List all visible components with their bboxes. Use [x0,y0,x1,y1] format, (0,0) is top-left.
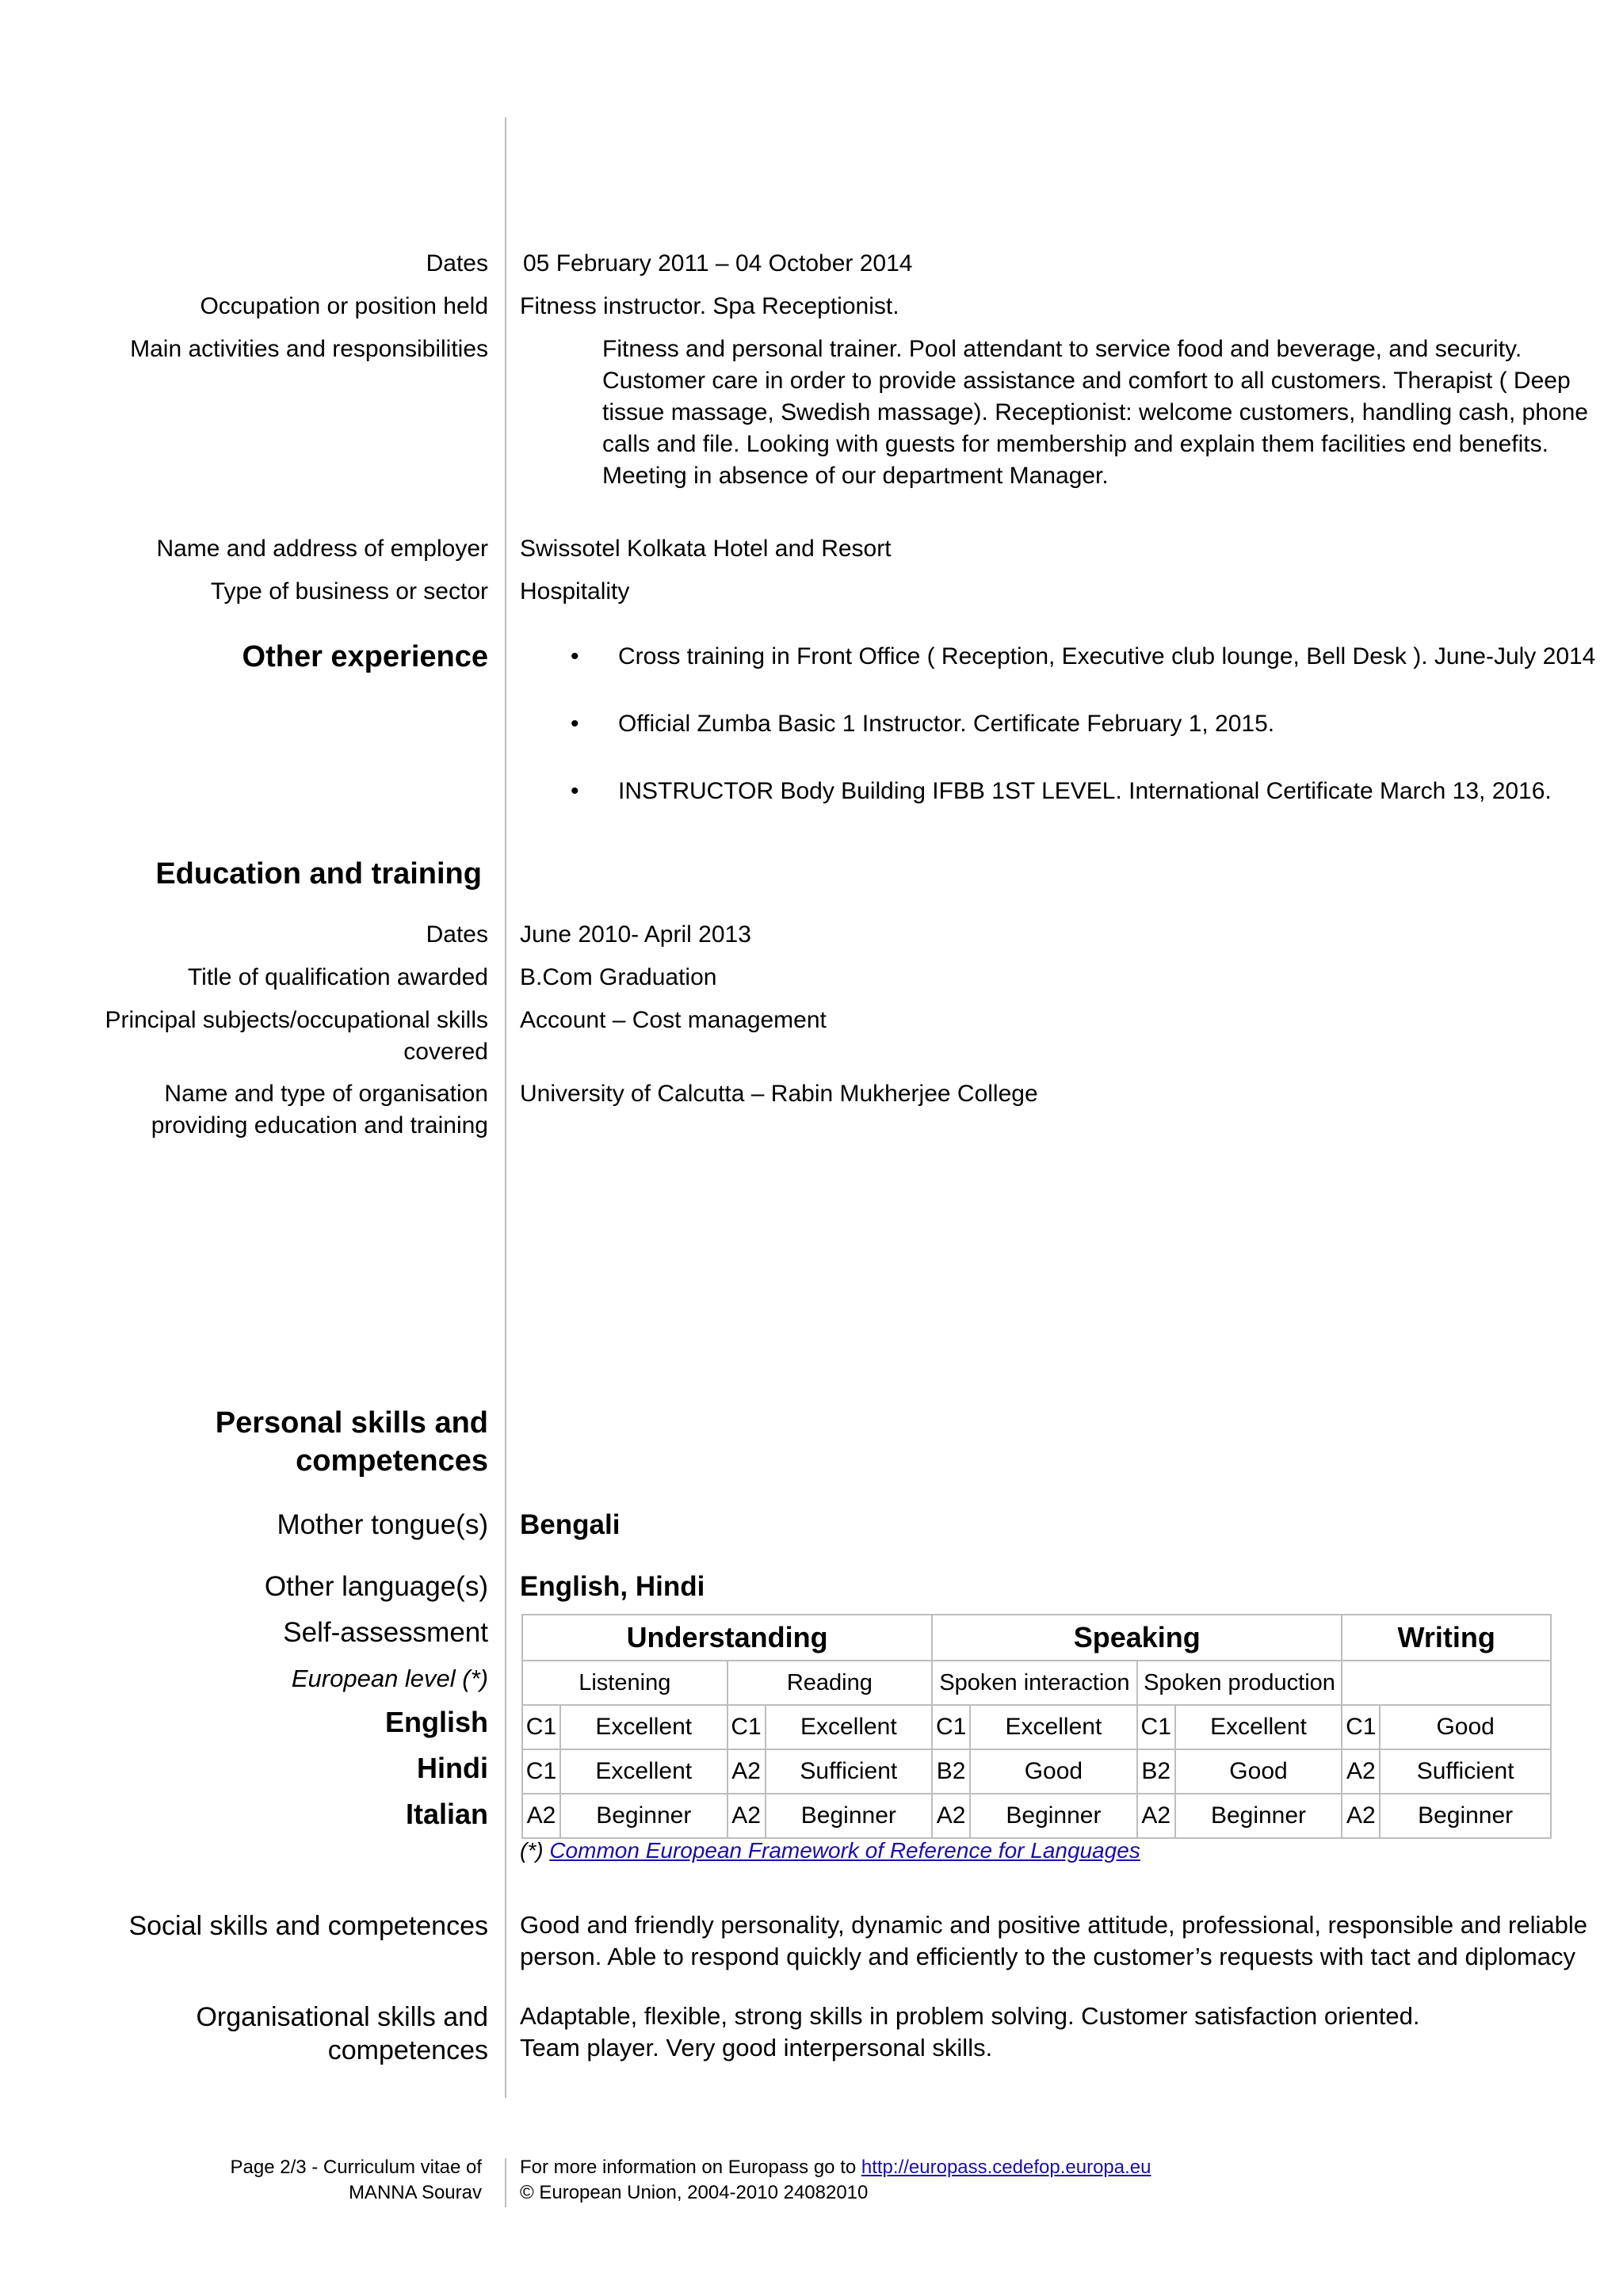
level-code: A2 [1342,1749,1380,1794]
group-header-writing: Writing [1342,1615,1551,1661]
personal-skills-heading-line: competences [296,1444,488,1478]
social-skills-line: Good and friendly personality, dynamic and positive attitude, professional, responsible and reliable [520,1911,1588,1939]
activities-label: Main activities and responsibilities [130,336,488,362]
subjects-value: Account – Cost management [520,1007,827,1033]
level-code: A2 [1342,1794,1380,1838]
level-code: A2 [522,1794,560,1838]
mother-tongue-value: Bengali [520,1509,621,1540]
group-header-understanding: Understanding [522,1615,932,1661]
level-code: A2 [932,1794,970,1838]
footer-page-info: Page 2/3 - Curriculum vitae of [230,2157,482,2178]
level-code: A2 [1137,1794,1175,1838]
organisational-skills-label-line: Organisational skills and [196,2002,488,2032]
cefr-note [520,1838,1140,1863]
qualification-value: B.Com Graduation [520,964,717,990]
footer-name: MANNA Sourav [348,2182,482,2203]
level-desc: Beginner [1380,1794,1551,1838]
organisation-label [151,1078,488,1142]
activities-text [602,334,1588,492]
other-experience-heading: Other experience [242,640,488,673]
level-desc: Good [1380,1705,1551,1749]
table-row [522,1749,1551,1794]
bullet-icon: • [571,643,579,669]
activities-line: Customer care in order to provide assistance and comfort to all customers. Therapist ( Deep [602,368,1571,394]
level-desc: Beginner [1175,1794,1342,1838]
footer-divider [505,2158,506,2207]
activities-line: Fitness and personal trainer. Pool attendant to service food and beverage, and security. [602,336,1522,362]
subheader-spoken-interaction: Spoken interaction [932,1661,1137,1705]
footer-left [231,2155,482,2206]
subjects-label-line: Principal subjects/occupational skills [105,1007,488,1033]
subheader-spoken-production: Spoken production [1137,1661,1342,1705]
organisational-skills-line: Team player. Very good interpersonal skills. [520,2034,993,2061]
activities-line: Meeting in absence of our department Manager. [602,463,1109,489]
bullet-icon: • [571,778,579,804]
footer-right [520,2155,1151,2206]
level-code: A2 [727,1749,766,1794]
language-name-english: English [384,1706,488,1738]
subheader-listening: Listening [522,1661,727,1705]
social-skills-text [520,1909,1587,1973]
occupation-label: Occupation or position held [200,293,488,319]
subjects-label-line: covered [403,1039,488,1065]
organisational-skills-text [520,2000,1420,2064]
language-name-hindi: Hindi [417,1752,488,1784]
education-dates-label: Dates [426,921,488,948]
table-row [522,1705,1551,1749]
column-divider [505,117,506,2098]
organisational-skills-line: Adaptable, flexible, strong skills in problem solving. Customer satisfaction oriented. [520,2002,1420,2030]
work-dates-label: Dates [426,250,488,277]
level-code: B2 [1137,1749,1175,1794]
group-header-speaking: Speaking [932,1615,1342,1661]
cefr-note-prefix: (*) [520,1838,550,1863]
subjects-label [105,1005,488,1068]
language-name-italian: Italian [405,1798,488,1830]
level-desc: Sufficient [1380,1749,1551,1794]
level-desc: Good [970,1749,1137,1794]
activities-line: tissue massage, Swedish massage). Receptionist: welcome customers, handling cash, phone [602,399,1588,425]
employer-label: Name and address of employer [156,536,488,562]
language-self-assessment-table [521,1614,1552,1839]
other-experience-text: Cross training in Front Office ( Reception, Executive club lounge, Bell Desk ). June-July 2014 [618,643,1596,669]
level-code: C1 [522,1749,560,1794]
activities-line: calls and file. Looking with guests for membership and explain them facilities end benefits. [602,431,1549,457]
occupation-value: Fitness instructor. Spa Receptionist. [520,293,899,319]
social-skills-line: person. Able to respond quickly and efficiently to the customer’s requests with tact and diplomacy [520,1943,1576,1970]
education-dates: June 2010- April 2013 [520,921,751,948]
level-desc: Excellent [560,1705,727,1749]
europass-link[interactable]: http://europass.cedefop.europa.eu [861,2157,1151,2178]
sector-value: Hospitality [520,578,630,605]
level-code: C1 [932,1705,970,1749]
level-desc: Good [1175,1749,1342,1794]
other-experience-text: Official Zumba Basic 1 Instructor. Certificate February 1, 2015. [618,711,1275,737]
level-desc: Beginner [560,1794,727,1838]
sector-label: Type of business or sector [210,578,488,605]
cefr-link[interactable]: Common European Framework of Reference for Languages [549,1838,1140,1863]
organisational-skills-label [196,2000,488,2067]
organisation-label-line: Name and type of organisation [164,1081,488,1107]
level-desc: Beginner [970,1794,1137,1838]
work-dates: 05 February 2011 – 04 October 2014 [523,250,913,277]
other-experience-text: INSTRUCTOR Body Building IFBB 1ST LEVEL. International Certificate March 13, 2016. [618,778,1552,804]
education-heading: Education and training [155,857,482,891]
personal-skills-heading [216,1404,488,1480]
footer-info-text: For more information on Europass go to [520,2157,861,2178]
bullet-icon: • [571,711,579,737]
other-languages-value: English, Hindi [520,1571,705,1602]
self-assessment-label: Self-assessment [283,1617,488,1648]
level-desc: Sufficient [766,1749,933,1794]
personal-skills-heading-line: Personal skills and [215,1406,488,1440]
organisational-skills-label-line: competences [327,2035,488,2065]
organisation-value: University of Calcutta – Rabin Mukherjee College [520,1081,1038,1107]
level-code: C1 [727,1705,766,1749]
subheader-writing [1342,1661,1551,1705]
level-desc: Excellent [970,1705,1137,1749]
organisation-label-line: providing education and training [151,1112,488,1138]
european-level-label: European level (*) [291,1665,488,1692]
level-desc: Excellent [766,1705,933,1749]
subheader-reading: Reading [727,1661,933,1705]
level-code: C1 [1137,1705,1175,1749]
level-code: B2 [932,1749,970,1794]
footer-copyright: © European Union, 2004-2010 24082010 [520,2182,869,2203]
table-row [522,1794,1551,1838]
level-desc: Beginner [766,1794,933,1838]
social-skills-label: Social skills and competences [128,1911,488,1941]
level-code: C1 [522,1705,560,1749]
level-desc: Excellent [560,1749,727,1794]
level-code: C1 [1342,1705,1380,1749]
mother-tongue-label: Mother tongue(s) [277,1509,488,1540]
qualification-label: Title of qualification awarded [187,964,488,990]
other-languages-label: Other language(s) [264,1571,488,1602]
employer-value: Swissotel Kolkata Hotel and Resort [520,536,892,562]
level-code: A2 [727,1794,766,1838]
level-desc: Excellent [1175,1705,1342,1749]
